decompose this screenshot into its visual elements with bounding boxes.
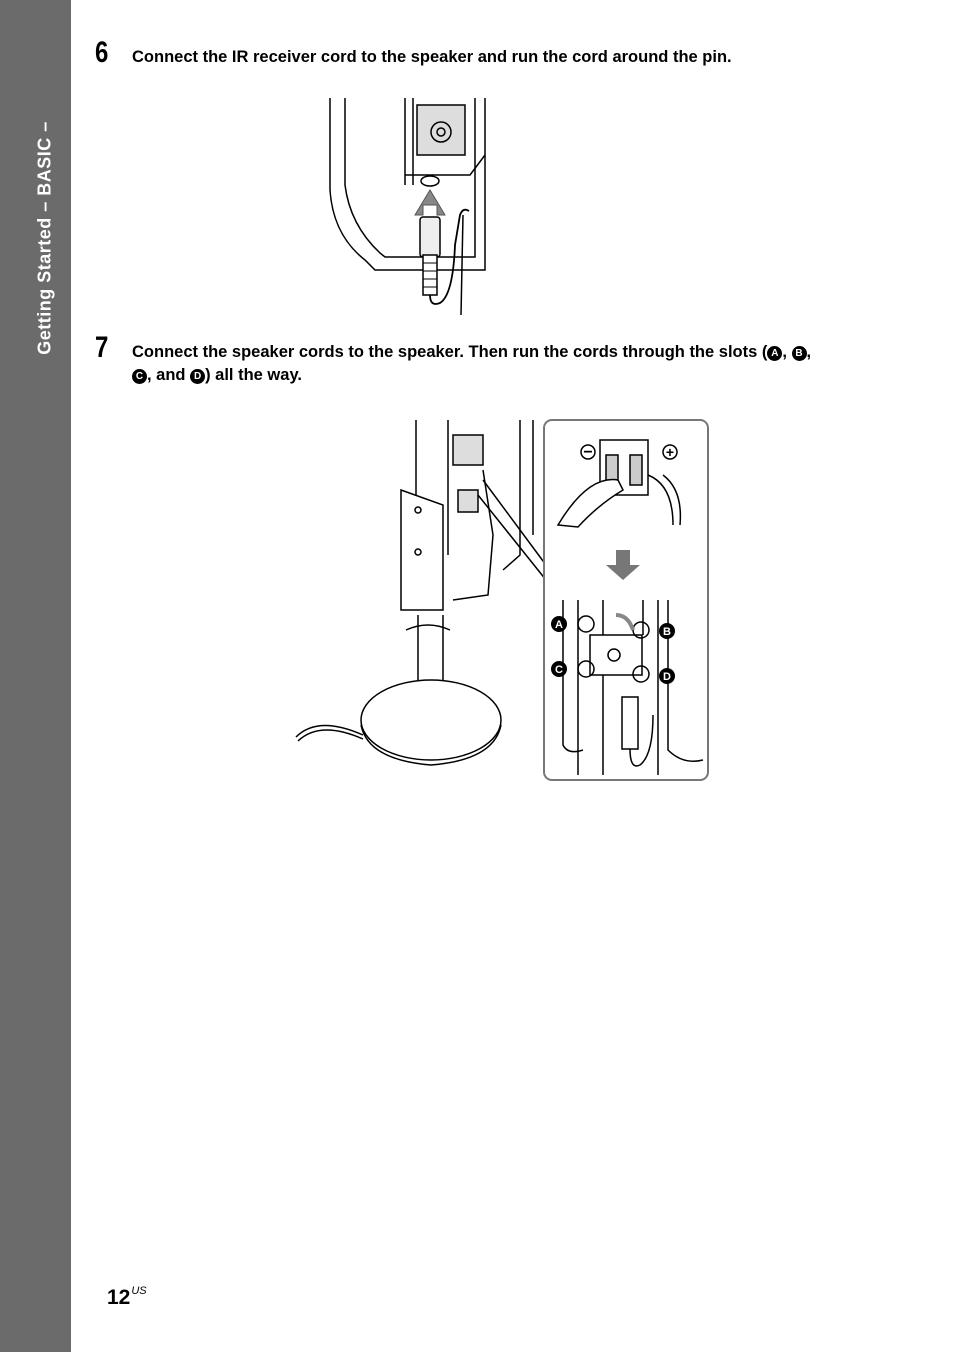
slot-c-badge: C: [132, 369, 147, 384]
slot-b-badge: B: [792, 346, 807, 361]
side-tab: [0, 0, 71, 1352]
callout-d: D: [663, 671, 671, 683]
page-number: [107, 1285, 147, 1310]
slot-d-badge: D: [190, 369, 205, 384]
step-7-text-part1: Connect the speaker cords to the speaker. Then run the cords through the slots (: [132, 343, 768, 361]
terminal-minus-label: −: [583, 444, 593, 461]
terminal-plus-label: +: [665, 444, 675, 460]
step-7-text: [132, 341, 892, 387]
page-number-value: 12: [107, 1286, 131, 1309]
ir-receiver-illustration: [325, 95, 510, 320]
step-7-text-part4: ) all the way.: [205, 366, 302, 384]
slot-a-badge: A: [767, 346, 782, 361]
step-6-text: Connect the IR receiver cord to the speaker and run the cord around the pin.: [132, 48, 732, 66]
step-6-number: 6: [95, 36, 109, 69]
callout-c: C: [555, 664, 563, 676]
step-7-sep2: ,: [806, 343, 812, 361]
step-7-number: 7: [95, 331, 109, 364]
callout-b: B: [663, 626, 671, 638]
step-7-sep1: ,: [782, 343, 792, 361]
speaker-cord-illustration: [288, 415, 713, 785]
callout-a: A: [555, 619, 563, 631]
step-7-text-part3: , and: [147, 366, 191, 384]
page-number-suffix: US: [131, 1285, 147, 1297]
section-title: Getting Started – BASIC –: [34, 121, 55, 355]
